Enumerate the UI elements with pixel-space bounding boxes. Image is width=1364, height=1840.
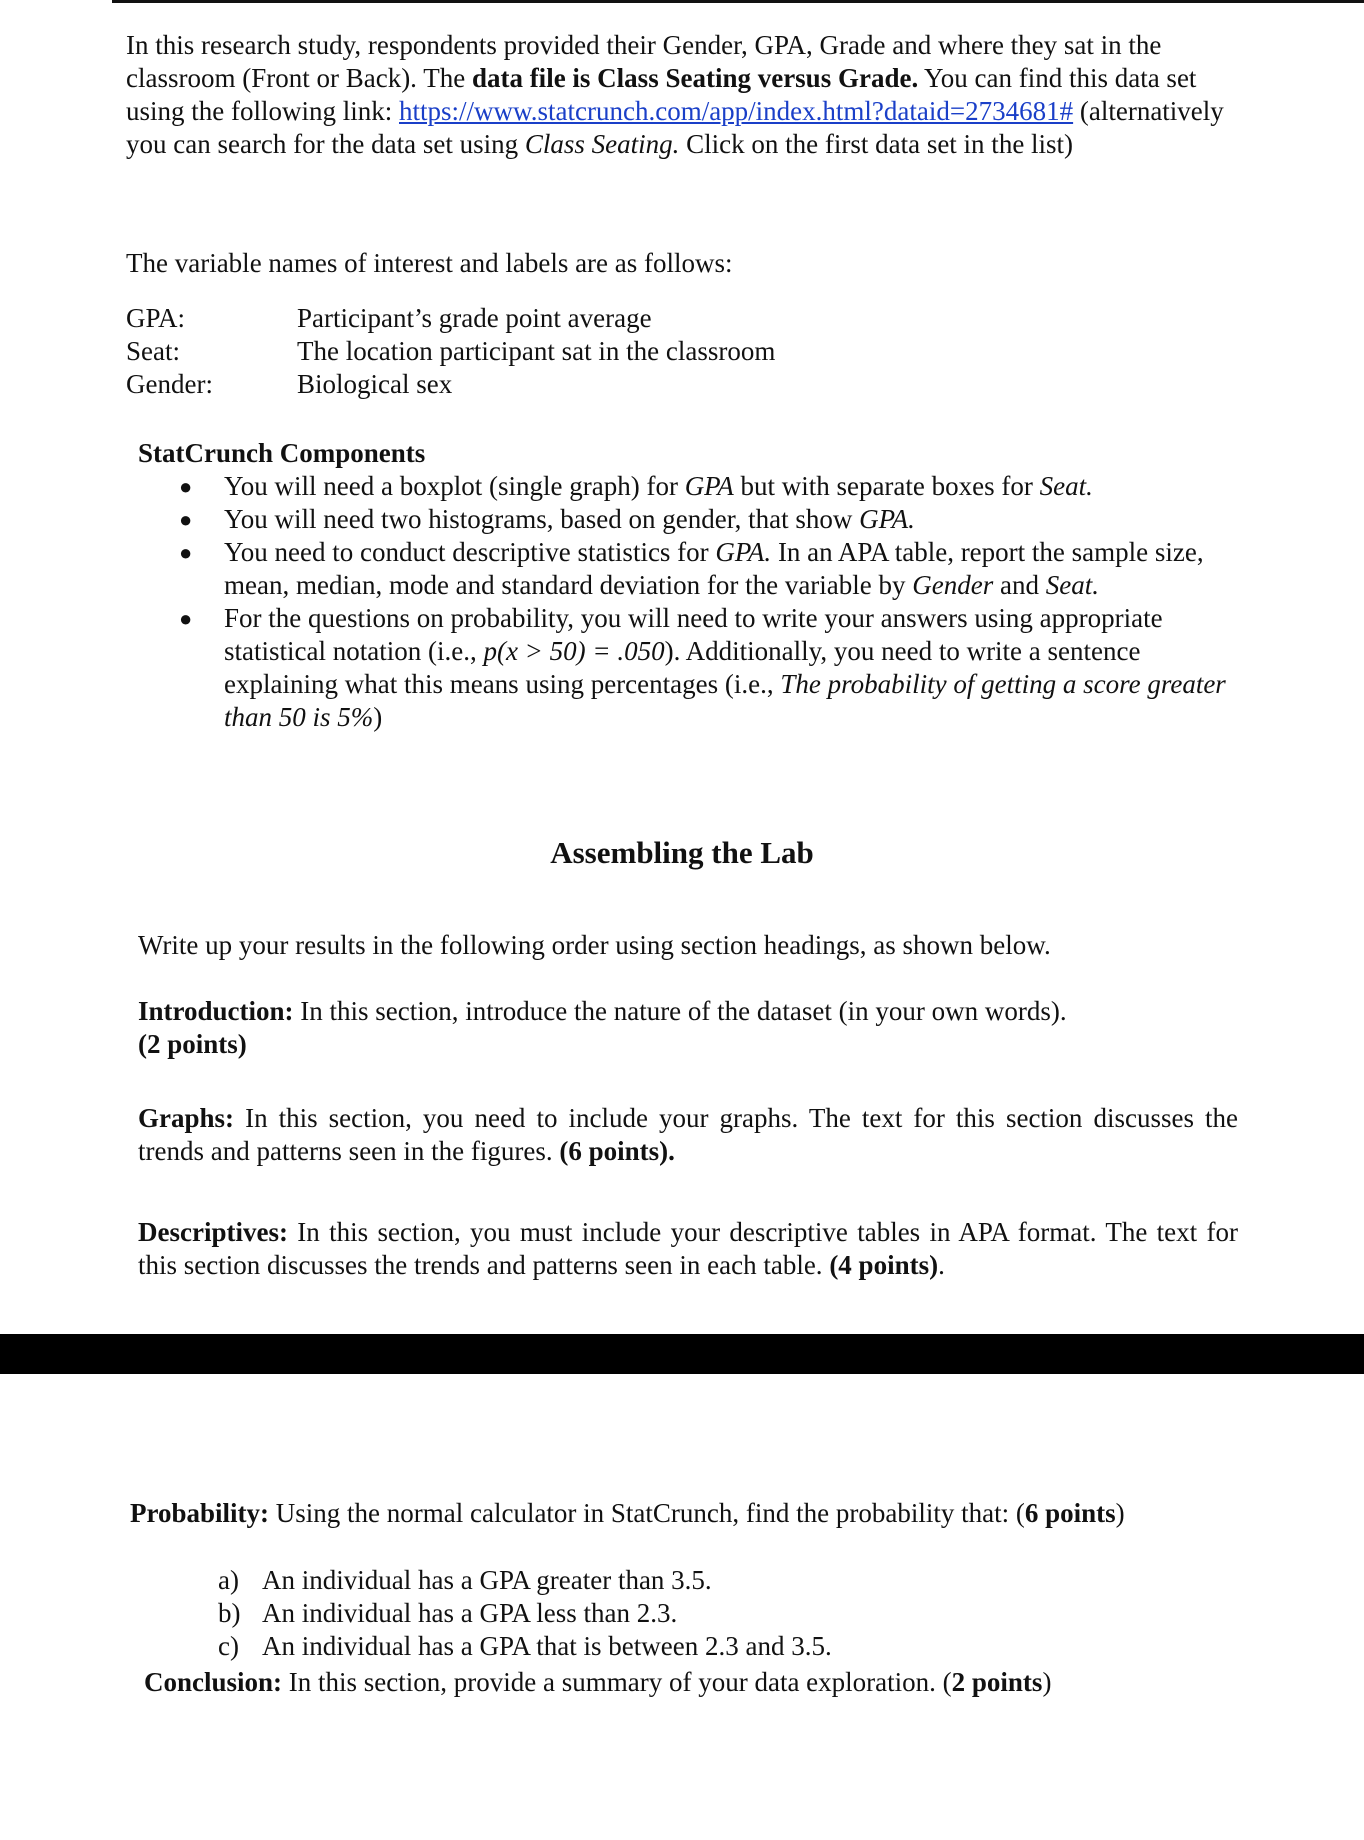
variable-name: GPA: (126, 303, 186, 333)
points-badge: (4 points) (829, 1250, 939, 1280)
page-break-band (0, 1334, 1364, 1374)
list-item (218, 1630, 1118, 1663)
writeup-instructions: Write up your results in the following order using section headings, as shown below. (138, 930, 1051, 960)
points-badge: (2 points) (138, 1029, 247, 1059)
conclusion-section: Conclusion: In this section, provide a summary of your data exploration. (2 points) (144, 1667, 1052, 1697)
section-label: Conclusion: (144, 1667, 283, 1697)
variable-label: Participant’s grade point average (297, 303, 652, 333)
section-label: Introduction: (138, 996, 294, 1026)
points-badge: 6 points (1024, 1498, 1116, 1528)
list-item: ● You will need a boxplot (single graph) for GPA but with separate boxes for Seat. (179, 471, 1093, 501)
bullet-icon: ● (179, 474, 193, 499)
variables-heading: The variable names of interest and labels are as follows: (126, 248, 733, 278)
points-badge: (6 points). (559, 1136, 675, 1166)
variable-label: The location participant sat in the classroom (297, 336, 776, 366)
item-text: An individual has a GPA less than 2.3. (262, 1598, 678, 1628)
probability-questions (218, 1564, 1118, 1663)
section-label: Probability: (130, 1498, 270, 1528)
statcrunch-heading: StatCrunch Components (138, 438, 426, 468)
item-text: An individual has a GPA that is between 2.3 and 3.5. (262, 1631, 832, 1661)
bullet-icon: ● (179, 507, 193, 532)
introduction-section: Introduction: In this section, introduce the nature of the dataset (in your own words). (2 points) (138, 996, 1067, 1059)
top-border (112, 0, 1364, 3)
data-file-name: data file is Class Seating versus Grade. (471, 63, 919, 93)
bullet-icon: ● (179, 606, 193, 631)
variable-name: Seat: (126, 336, 180, 366)
variables-table (126, 302, 1026, 401)
list-item (218, 1564, 1118, 1597)
statcrunch-components (138, 437, 1238, 734)
item-text: An individual has a GPA greater than 3.5. (262, 1565, 712, 1595)
descriptives-section: Descriptives: In this section, you must include your descriptive tables in APA format. The text for this section discusses the trends and patterns seen in each table. (4 points). (138, 1217, 1238, 1280)
item-letter: a) (218, 1565, 239, 1595)
dataset-link[interactable]: https://www.statcrunch.com/app/index.html?dataid=2734681# (399, 96, 1074, 126)
assembling-title: Assembling the Lab (550, 835, 814, 870)
bullet-icon: ● (179, 540, 193, 565)
list-item: ● You need to conduct descriptive statistics for GPA. In an APA table, report the sample size, mean, median, mode and standard deviation for the variable by Gender and Seat. (179, 537, 1204, 600)
points-badge: 2 points (951, 1667, 1043, 1697)
variable-label: Biological sex (297, 369, 453, 399)
list-item: ● For the questions on probability, you will need to write your answers using appropriate statistical notation (i.e., p(x > 50) = .050). Additionally, you need to write a sentence explaining what this means using percentages (i.e., The probability of getting a score greater than 50 is 5%) (179, 603, 1226, 732)
variable-name: Gender: (126, 369, 213, 399)
item-letter: b) (218, 1598, 241, 1628)
statcrunch-list (138, 470, 1238, 734)
item-letter: c) (218, 1631, 239, 1661)
section-label: Descriptives: (138, 1217, 288, 1247)
list-item: ● You will need two histograms, based on gender, that show GPA. (179, 504, 915, 534)
list-item (218, 1597, 1118, 1630)
graphs-section: Graphs: In this section, you need to include your graphs. The text for this section discusses the trends and patterns seen in the figures. (6 points). (138, 1103, 1238, 1166)
section-label: Graphs: (138, 1103, 235, 1133)
variable-row (126, 368, 1026, 401)
variable-row (126, 335, 1026, 368)
variable-row (126, 302, 1026, 335)
intro-paragraph: In this research study, respondents provided their Gender, GPA, Grade and where they sat in the classroom (Front or Back). The data file is Class Seating versus Grade. You can find this data set using the following link: https://www.statcrunch.com/app/index.html?dataid=2734681# (alternatively you can search for the data set using Class Seating. Click on the first data set in the list) (126, 30, 1224, 159)
probability-section: Probability: Using the normal calculator in StatCrunch, find the probability that: (6 points) (130, 1498, 1125, 1528)
